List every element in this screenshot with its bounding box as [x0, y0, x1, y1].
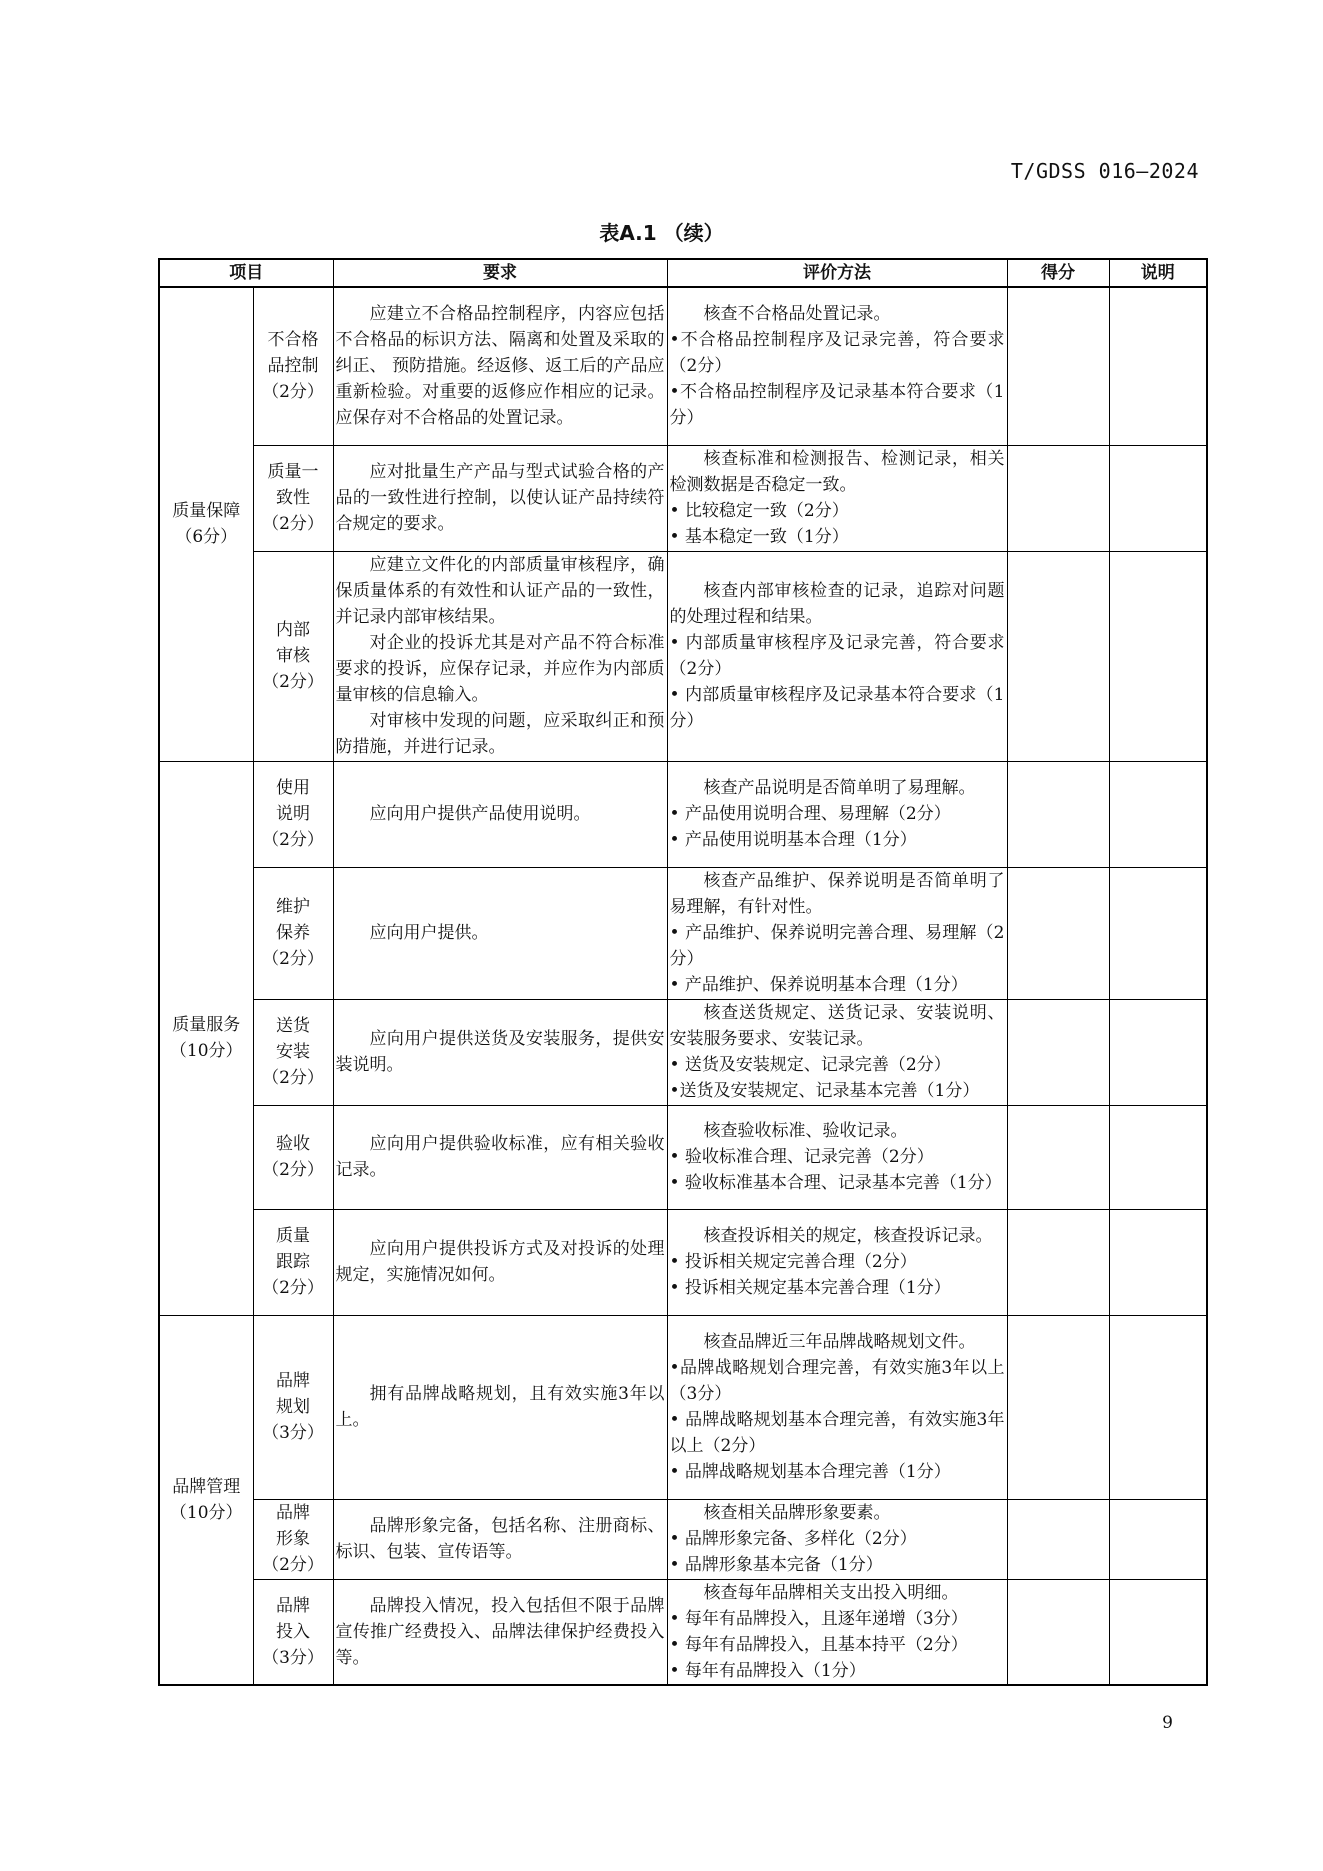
subitem-cell: 内部 审核 （2分） — [253, 551, 333, 761]
requirement-paragraph: 应向用户提供投诉方式及对投诉的处理规定，实施情况如何。 — [335, 1239, 665, 1285]
table-row — [159, 867, 1207, 999]
method-intro: 核查标准和检测报告、检测记录，相关检测数据是否稳定一致。 — [669, 449, 1005, 495]
note-cell[interactable] — [1109, 1209, 1207, 1315]
requirement-paragraph: 拥有品牌战略规划，且有效实施3年以上。 — [335, 1384, 665, 1430]
requirement-cell — [333, 551, 667, 761]
subitem-cell: 质量 跟踪 （2分） — [253, 1209, 333, 1315]
table-row — [159, 761, 1207, 867]
requirement-cell — [333, 867, 667, 999]
method-bullet: • 产品维护、保养说明完善合理、易理解（2分） — [669, 923, 1005, 969]
table-header-row — [159, 259, 1207, 287]
requirement-paragraph: 应对批量生产产品与型式试验合格的产品的一致性进行控制，以使认证产品持续符合规定的要求。 — [335, 462, 665, 534]
subitem-cell: 验收 （2分） — [253, 1105, 333, 1209]
method-bullet: • 投诉相关规定完善合理（2分） — [669, 1252, 917, 1272]
requirement-paragraph: 应向用户提供送货及安装服务，提供安装说明。 — [335, 1029, 665, 1075]
method-bullet: • 验收标准基本合理、记录基本完善（1分） — [669, 1173, 1002, 1193]
method-cell — [667, 551, 1007, 761]
method-bullet: • 内部质量审核程序及记录基本符合要求（1分） — [669, 685, 1005, 731]
method-bullet: •送货及安装规定、记录基本完善（1分） — [669, 1081, 980, 1101]
method-cell — [667, 999, 1007, 1105]
requirement-cell — [333, 1105, 667, 1209]
category-cell: 质量服务 （10分） — [159, 761, 253, 1315]
subitem-cell: 品牌 规划 （3分） — [253, 1315, 333, 1499]
method-cell — [667, 445, 1007, 551]
method-intro: 核查品牌近三年品牌战略规划文件。 — [703, 1332, 976, 1352]
method-bullet: • 投诉相关规定基本完善合理（1分） — [669, 1278, 951, 1298]
column-header-requirement: 要求 — [333, 259, 667, 287]
score-cell[interactable] — [1007, 1499, 1109, 1579]
method-cell — [667, 1209, 1007, 1315]
requirement-paragraph: 应向用户提供验收标准，应有相关验收记录。 — [335, 1134, 665, 1180]
column-header-method: 评价方法 — [667, 259, 1007, 287]
method-cell — [667, 761, 1007, 867]
requirement-paragraph: 应向用户提供。 — [369, 923, 489, 943]
method-cell — [667, 1499, 1007, 1579]
method-cell — [667, 287, 1007, 445]
subitem-cell: 使用 说明 （2分） — [253, 761, 333, 867]
method-bullet: • 送货及安装规定、记录完善（2分） — [669, 1055, 951, 1075]
method-bullet: • 每年有品牌投入，且基本持平（2分） — [669, 1634, 968, 1655]
table-row — [159, 445, 1207, 551]
subitem-cell: 质量一 致性 （2分） — [253, 445, 333, 551]
method-bullet: • 品牌形象完备、多样化（2分） — [669, 1529, 917, 1549]
table-row — [159, 287, 1207, 445]
method-bullet: • 品牌战略规划基本合理完善，有效实施3年以上（2分） — [669, 1410, 1005, 1456]
score-cell[interactable] — [1007, 445, 1109, 551]
method-intro: 核查送货规定、送货记录、安装说明、安装服务要求、安装记录。 — [669, 1003, 1005, 1049]
requirement-paragraph: 品牌投入情况，投入包括但不限于品牌宣传推广经费投入、品牌法律保护经费投入等。 — [335, 1595, 665, 1668]
subitem-cell: 送货 安装 （2分） — [253, 999, 333, 1105]
method-bullet: • 产品使用说明合理、易理解（2分） — [669, 804, 951, 824]
table-title: 表A.1 （续） — [599, 221, 724, 245]
method-bullet: • 每年有品牌投入（1分） — [669, 1660, 866, 1681]
column-header-score: 得分 — [1007, 259, 1109, 287]
method-intro: 核查投诉相关的规定，核查投诉记录。 — [703, 1226, 993, 1246]
requirement-paragraph: 应建立文件化的内部质量审核程序，确保质量体系的有效性和认证产品的一致性，并记录内部审核结果。 — [335, 555, 665, 627]
score-cell[interactable] — [1007, 999, 1109, 1105]
requirement-paragraph: 应向用户提供产品使用说明。 — [369, 804, 591, 824]
requirement-cell — [333, 1315, 667, 1499]
method-bullet: • 品牌战略规划基本合理完善（1分） — [669, 1462, 951, 1482]
category-cell: 品牌管理 （10分） — [159, 1315, 253, 1685]
note-cell[interactable] — [1109, 1315, 1207, 1499]
note-cell[interactable] — [1109, 445, 1207, 551]
score-cell[interactable] — [1007, 1209, 1109, 1315]
method-intro: 核查内部审核检查的记录，追踪对问题的处理过程和结果。 — [669, 581, 1005, 627]
score-cell[interactable] — [1007, 1105, 1109, 1209]
table-row — [159, 1499, 1207, 1579]
score-cell[interactable] — [1007, 1315, 1109, 1499]
method-intro: 核查产品说明是否简单明了易理解。 — [703, 778, 976, 798]
method-bullet: • 内部质量审核程序及记录完善，符合要求（2分） — [669, 633, 1005, 679]
page-number: 9 — [1162, 1713, 1173, 1733]
requirement-paragraph: 对企业的投诉尤其是对产品不符合标准要求的投诉，应保存记录，并应作为内部质量审核的信息输入。 — [335, 633, 665, 705]
method-cell — [667, 867, 1007, 999]
method-intro: 核查每年品牌相关支出投入明细。 — [703, 1582, 959, 1603]
requirement-cell — [333, 1499, 667, 1579]
method-bullet: • 产品维护、保养说明基本合理（1分） — [669, 975, 968, 995]
method-bullet: • 品牌形象基本完备（1分） — [669, 1555, 883, 1575]
note-cell[interactable] — [1109, 867, 1207, 999]
method-cell — [667, 1315, 1007, 1499]
method-intro: 核查验收标准、验收记录。 — [703, 1121, 908, 1141]
column-header-item: 项目 — [159, 259, 333, 287]
requirement-cell — [333, 445, 667, 551]
table-body — [159, 287, 1207, 1685]
subitem-cell: 维护 保养 （2分） — [253, 867, 333, 999]
column-header-note: 说明 — [1109, 259, 1207, 287]
method-bullet: • 验收标准合理、记录完善（2分） — [669, 1147, 934, 1167]
score-cell[interactable] — [1007, 761, 1109, 867]
method-bullet: • 基本稳定一致（1分） — [669, 527, 849, 547]
score-cell[interactable] — [1007, 867, 1109, 999]
requirement-cell — [333, 761, 667, 867]
method-intro: 核查产品维护、保养说明是否简单明了易理解，有针对性。 — [669, 871, 1005, 917]
requirement-paragraph: 应建立不合格品控制程序，内容应包括不合格品的标识方法、隔离和处置及采取的纠正、 预防措施。经返修、返工后的产品应重新检验。对重要的返修应作相应的记录。应保存对不合格品的处置记录。 — [335, 304, 665, 429]
table-row — [159, 1105, 1207, 1209]
method-bullet: • 产品使用说明基本合理（1分） — [669, 830, 917, 850]
table-row — [159, 1315, 1207, 1499]
method-cell — [667, 1105, 1007, 1209]
method-intro: 核查相关品牌形象要素。 — [703, 1503, 891, 1523]
method-intro: 核查不合格品处置记录。 — [703, 304, 891, 325]
table-row — [159, 1209, 1207, 1315]
document-id: T/GDSS 016—2024 — [1010, 159, 1199, 183]
note-cell[interactable] — [1109, 1579, 1207, 1685]
table-row — [159, 1579, 1207, 1685]
score-cell[interactable] — [1007, 1579, 1109, 1685]
score-cell[interactable] — [1007, 551, 1109, 761]
method-cell — [667, 1579, 1007, 1685]
subitem-cell: 不合格 品控制 （2分） — [253, 287, 333, 445]
note-cell[interactable] — [1109, 1105, 1207, 1209]
requirement-cell — [333, 999, 667, 1105]
requirement-cell — [333, 287, 667, 445]
requirement-cell — [333, 1579, 667, 1685]
subitem-cell: 品牌 形象 （2分） — [253, 1499, 333, 1579]
subitem-cell: 品牌 投入 （3分） — [253, 1579, 333, 1685]
requirement-paragraph: 品牌形象完备，包括名称、注册商标、标识、包装、宣传语等。 — [335, 1516, 665, 1562]
note-cell[interactable] — [1109, 551, 1207, 761]
requirement-paragraph: 对审核中发现的问题，应采取纠正和预防措施，并进行记录。 — [335, 711, 665, 757]
method-bullet: •品牌战略规划合理完善，有效实施3年以上（3分） — [669, 1358, 1005, 1404]
method-bullet: • 比较稳定一致（2分） — [669, 501, 849, 521]
method-bullet: • 每年有品牌投入，且逐年递增（3分） — [669, 1608, 968, 1629]
score-cell[interactable] — [1007, 287, 1109, 445]
category-cell: 质量保障 （6分） — [159, 287, 253, 761]
method-bullet: •不合格品控制程序及记录完善，符合要求（2分） — [669, 330, 1005, 377]
note-cell[interactable] — [1109, 999, 1207, 1105]
method-bullet: •不合格品控制程序及记录基本符合要求（1分） — [669, 382, 1005, 429]
note-cell[interactable] — [1109, 1499, 1207, 1579]
table-row — [159, 551, 1207, 761]
note-cell[interactable] — [1109, 761, 1207, 867]
evaluation-table — [158, 258, 1208, 1686]
note-cell[interactable] — [1109, 287, 1207, 445]
table-row — [159, 999, 1207, 1105]
requirement-cell — [333, 1209, 667, 1315]
